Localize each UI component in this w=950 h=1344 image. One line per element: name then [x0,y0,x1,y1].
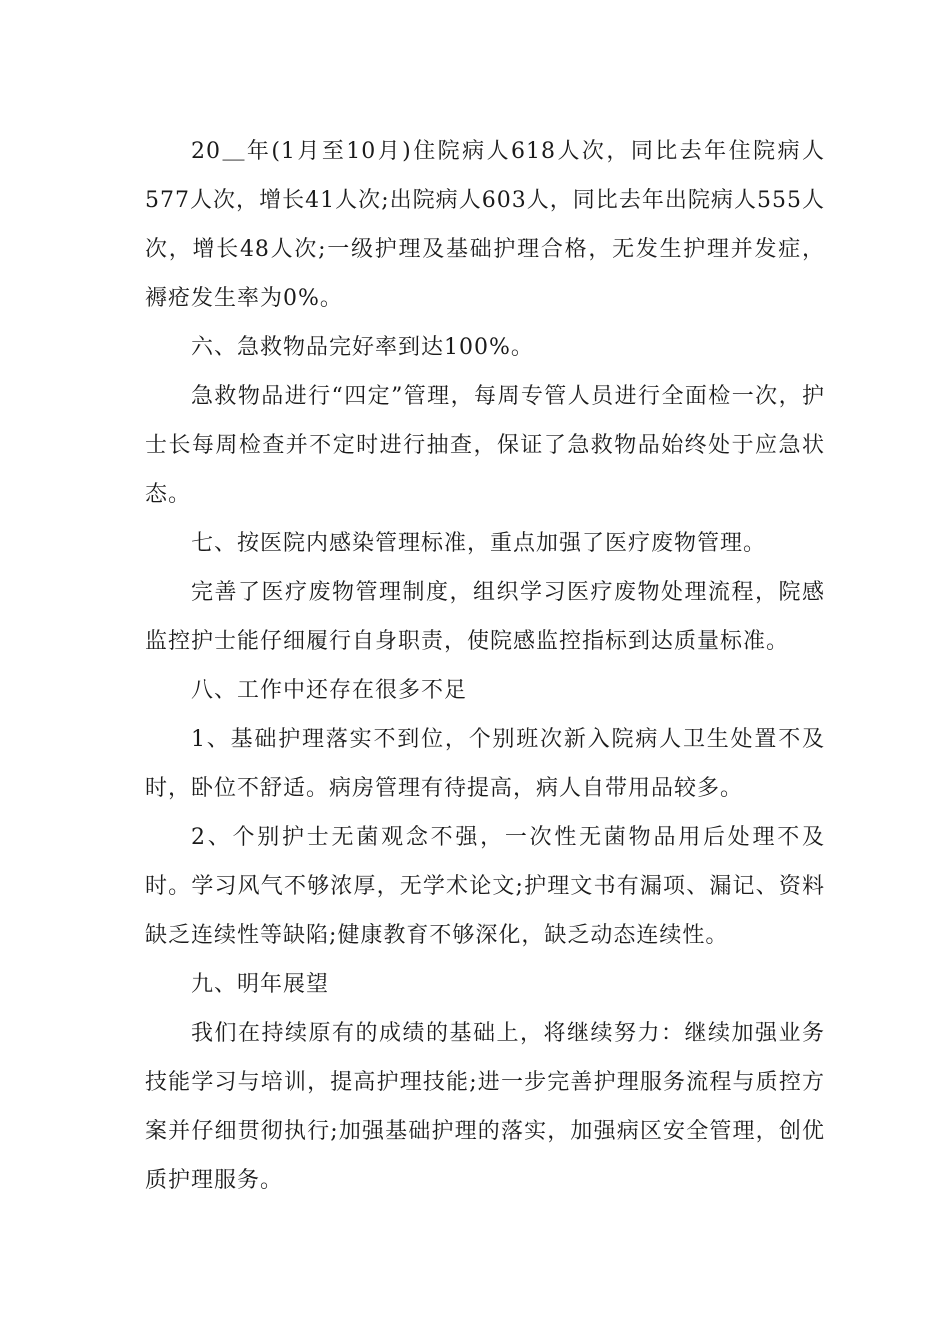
paragraph-shortcoming-1: 1、基础护理落实不到位，个别班次新入院病人卫生处置不及时，卧位不舒适。病房管理有待提高，病人自带用品较多。 [145,727,825,801]
paragraph-medical-waste: 完善了医疗废物管理制度，组织学习医疗废物处理流程，院感监控护士能仔细履行自身职责，使院感监控指标到达质量标准。 [145,580,825,654]
paragraph-outlook: 我们在持续原有的成绩的基础上，将继续努力：继续加强业务技能学习与培训，提高护理技能;进一步完善护理服务流程与质控方案并仔细贯彻执行;加强基础护理的落实，加强病区安全管理，创优质护理服务。 [145,1021,825,1193]
section-heading-9: 九、明年展望 [191,972,330,997]
paragraph-shortcoming-2: 2、个别护士无菌观念不强，一次性无菌物品用后处理不及时。学习风气不够浓厚，无学术论文;护理文书有漏项、漏记、资料缺乏连续性等缺陷;健康教育不够深化，缺乏动态连续性。 [145,825,825,948]
section-heading-7: 七、按医院内感染管理标准，重点加强了医疗废物管理。 [191,531,767,556]
section-heading-6: 六、急救物品完好率到达100%。 [191,335,534,360]
section-heading-8: 八、工作中还存在很多不足 [191,678,468,703]
paragraph-inpatient-stats: 20＿年(1月至10月)住院病人618人次，同比去年住院病人577人次，增长41人次;出院病人603人，同比去年出院病人555人次，增长48人次;一级护理及基础护理合格，无发生护理并发症，褥疮发生率为0%。 [145,139,825,311]
document-body [145,127,825,1205]
paragraph-emergency-supplies: 急救物品进行“四定”管理，每周专管人员进行全面检一次，护士长每周检查并不定时进行抽查，保证了急救物品始终处于应急状态。 [145,384,825,507]
